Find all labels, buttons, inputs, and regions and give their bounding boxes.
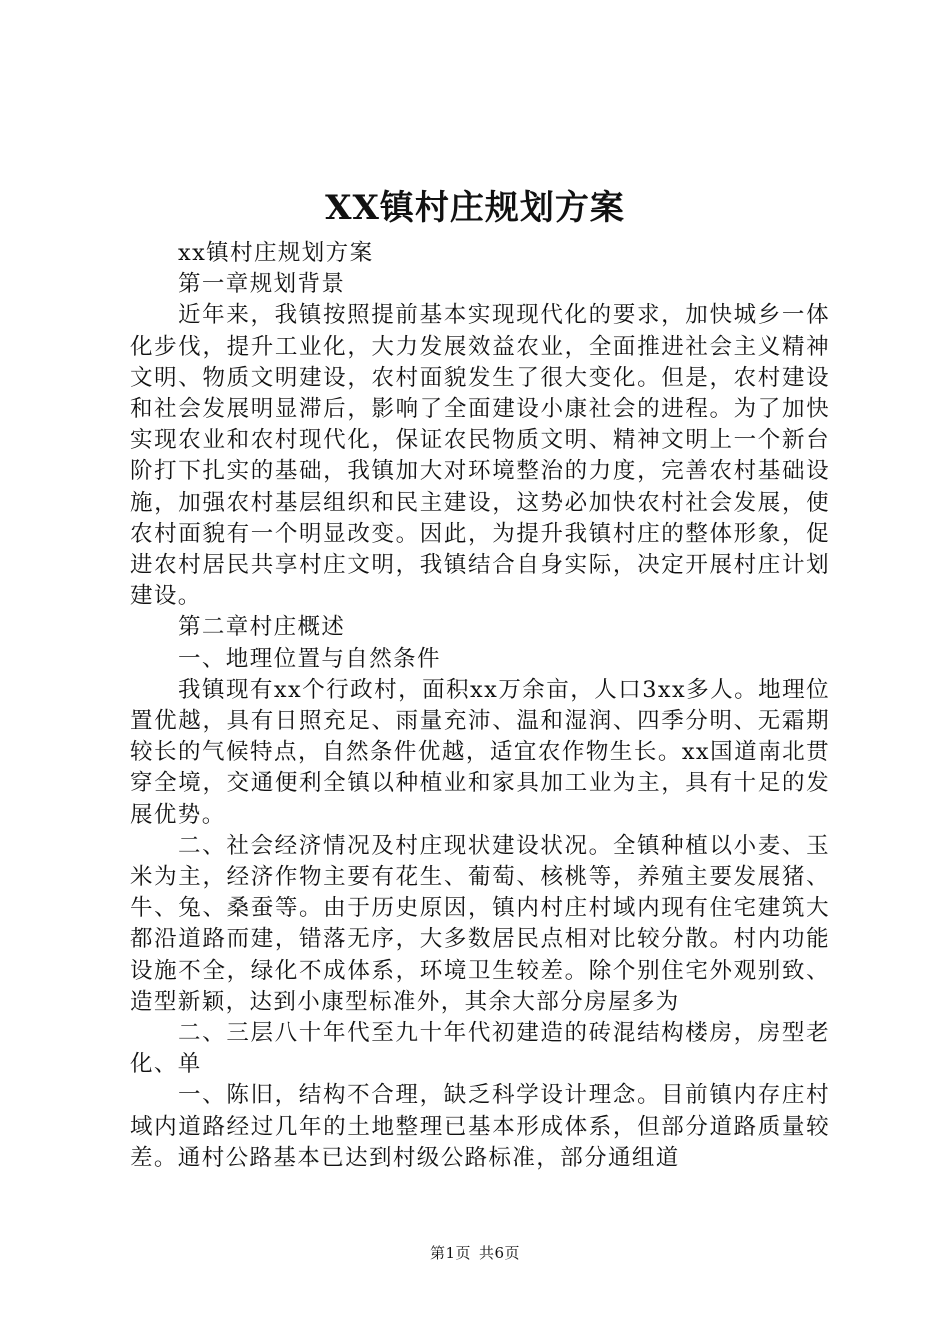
paragraph-chapter-one-heading: 第一章规划背景 [178,271,346,298]
paragraph-subtitle: xx镇村庄规划方案 [178,240,374,266]
paragraph-background: 近年来，我镇按照提前基本实现现代化的要求，加快城乡一体化步伐，提升工业化，大力发展效益农业，全面推进社会主义精神文明、物质文明建设，农村面貌发生了很大变化。但是，农村建设和社会发展明显滞后，影响了全面建设小康社会的进程。为了加快实现农业和农村现代化，保证农民物质文明、精神文明上一个新台阶打下扎实的基础，我镇加大对环境整治的力度，完善农村基础设施，加强农村基层组织和民主建设，这势必加快农村社会发展，使农村面貌有一个明显改变。因此，为提升我镇村庄的整体形象，促进农村居民共享村庄文明，我镇结合自身实际，决定开展村庄计划建设。 [130,302,830,610]
paragraph-housing: 二、三层八十年代至九十年代初建造的砖混结构楼房，房型老化、单 [130,1020,830,1078]
paragraph-roads: 一、陈旧，结构不合理，缺乏科学设计理念。目前镇内存庄村域内道路经过几年的土地整理已基本形成体系，但部分道路质量较差。通村公路基本已达到村级公路标准，部分通组道 [130,1082,830,1171]
paragraph-section-geography-heading: 一、地理位置与自然条件 [178,645,441,672]
document-title: XX镇村庄规划方案 [325,188,625,228]
page-number-current: 第1页 [429,1244,471,1262]
paragraph-economy: 二、社会经济情况及村庄现状建设状况。全镇种植以小麦、玉米为主，经济作物主要有花生、葡萄、核桃等，养殖主要发展猪、牛、兔、桑蚕等。由于历史原因，镇内村庄村域内现有住宅建筑大都沿道路而建，错落无序，大多数居民点相对比较分散。村内功能设施不全，绿化不成体系，环境卫生较差。除个别住宅外观别致、造型新颖，达到小康型标准外，其余大部分房屋多为 [130,832,830,1015]
page-footer [0,1242,950,1264]
paragraph-chapter-two-heading: 第二章村庄概述 [178,614,346,641]
page-number-total: 共6页 [479,1244,521,1262]
paragraph-geography: 我镇现有xx个行政村，面积xx万余亩，人口3xx多人。地理位置优越，具有日照充足、雨量充沛、温和湿润、四季分明、无霜期较长的气候特点，自然条件优越，适宜农作物生长。xx国道南北贯穿全境，交通便利全镇以种植业和家具加工业为主，具有十足的发展优势。 [130,676,830,828]
document-body [130,238,830,1174]
